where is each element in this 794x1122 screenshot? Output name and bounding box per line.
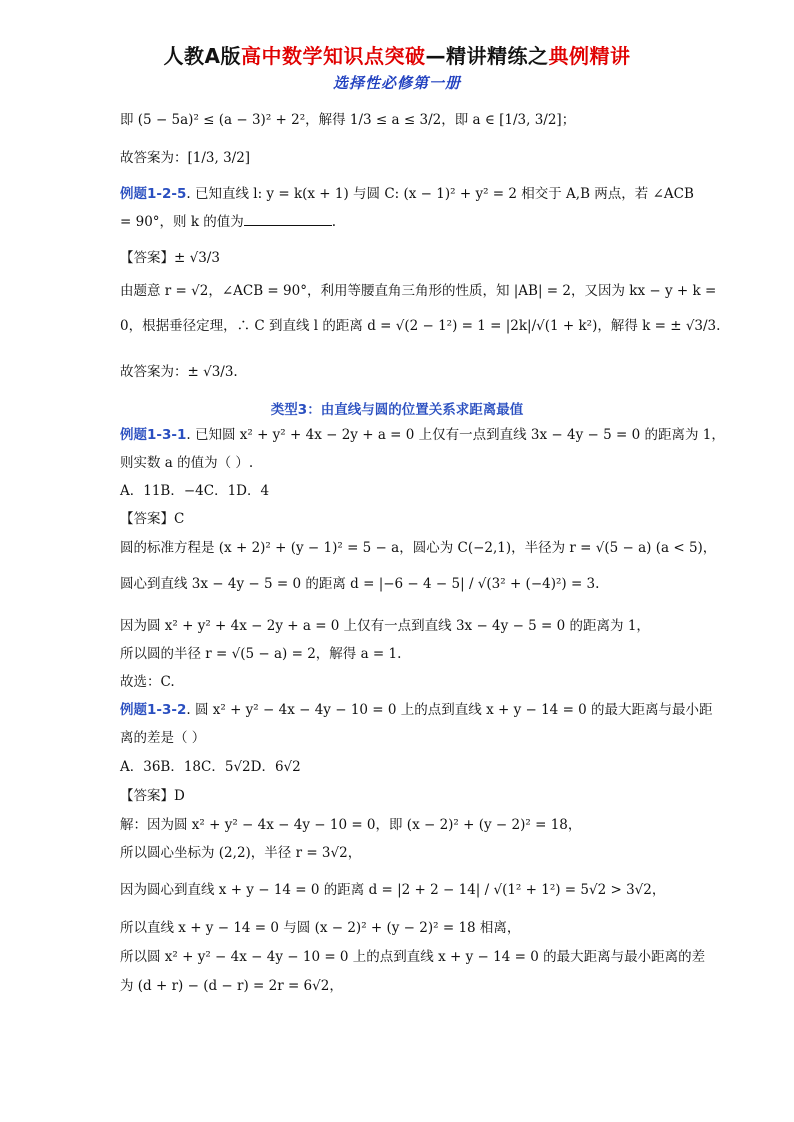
solution-line: 因为圆 x² + y² + 4x − 2y + a = 0 上仅有一点到直线 3x − 4y − 5 = 0 的距离为 1， bbox=[120, 618, 650, 634]
example-label: 例题1-3-2 bbox=[120, 702, 187, 718]
header-middle: —精讲精练之 bbox=[425, 44, 549, 68]
section-title: 类型3：由直线与圆的位置关系求距离最值 bbox=[270, 402, 524, 418]
solution-line: 所以圆的半径 r = √(5 − a) = 2，解得 a = 1. bbox=[120, 646, 402, 662]
example-text: . 圆 x² + y² − 4x − 4y − 10 = 0 上的点到直线 x + y − 14 = 0 的最大距离与最小距 bbox=[186, 702, 713, 718]
text-line: 即 (5 − 5a)² ≤ (a − 3)² + 2²，解得 1/3 ≤ a ≤ 3/2，即 a ∈ [1/3, 3/2]； bbox=[120, 112, 576, 128]
solution-line: 所以圆 x² + y² − 4x − 4y − 10 = 0 上的点到直线 x + y − 14 = 0 的最大距离与最小距离的差 bbox=[120, 949, 706, 965]
solution-line: 解：因为圆 x² + y² − 4x − 4y − 10 = 0，即 (x − 2)² + (y − 2)² = 18， bbox=[120, 817, 582, 833]
answer-line: 故答案为：[1/3, 3/2] bbox=[120, 150, 251, 166]
answer-line: 【答案】C bbox=[120, 511, 185, 527]
solution-line: 0，根据垂径定理，∴ C 到直线 l 的距离 d = √(2 − 1²) = 1 = |2k|/√(1 + k²)，解得 k = ± √3/3. bbox=[120, 318, 721, 334]
fill-in-blank bbox=[244, 211, 332, 226]
example-label: 例题1-3-1 bbox=[120, 427, 187, 443]
solution-line: 所以直线 x + y − 14 = 0 与圆 (x − 2)² + (y − 2)² = 18 相离， bbox=[120, 920, 521, 936]
example-text: . 已知圆 x² + y² + 4x − 2y + a = 0 上仅有一点到直线 3x − 4y − 5 = 0 的距离为 1， bbox=[186, 427, 725, 443]
header-prefix: 人教A版 bbox=[163, 44, 241, 68]
example-label: 例题1-2-5 bbox=[120, 186, 187, 202]
solution-line: 圆的标准方程是 (x + 2)² + (y − 1)² = 5 − a，圆心为 C(−2,1)，半径为 r = √(5 − a) (a < 5)， bbox=[120, 540, 717, 556]
answer-line: 【答案】± √3/3 bbox=[120, 250, 220, 266]
example-text: . 已知直线 l: y = k(x + 1) 与圆 C: (x − 1)² + y² = 2 相交于 A,B 两点，若 ∠ACB bbox=[186, 186, 694, 202]
example-1-3-1-line1 bbox=[120, 425, 725, 445]
example-text-line: 则实数 a 的值为（ ）. bbox=[120, 455, 254, 471]
solution-line: 所以圆心坐标为 (2,2)，半径 r = 3√2， bbox=[120, 845, 362, 861]
solution-line: 故答案为：± √3/3. bbox=[120, 364, 238, 380]
solution-line: 故选：C. bbox=[120, 674, 175, 690]
options-line: A．36B．18C．5√2D．6√2 bbox=[120, 759, 301, 775]
example-1-2-5-line2 bbox=[120, 211, 336, 232]
example-text: = 90°，则 k 的值为 bbox=[120, 214, 244, 230]
solution-line: 圆心到直线 3x − 4y − 5 = 0 的距离 d = |−6 − 4 − 5| / √(3² + (−4)²) = 3. bbox=[120, 576, 600, 592]
options-line: A．11B．−4C．1D．4 bbox=[120, 483, 270, 499]
header-red-title-1: 高中数学知识点突破 bbox=[240, 44, 426, 68]
solution-line: 为 (d + r) − (d − r) = 2r = 6√2， bbox=[120, 978, 343, 994]
example-1-3-2-line1 bbox=[120, 700, 713, 720]
example-text-line: 离的差是（ ） bbox=[120, 730, 206, 746]
answer-line: 【答案】D bbox=[120, 788, 185, 804]
example-text-end: . bbox=[331, 214, 337, 230]
page-subtitle: 选择性必修第一册 bbox=[332, 74, 461, 92]
solution-line: 由题意 r = √2，∠ACB = 90°，利用等腰直角三角形的性质，知 |AB| = 2，又因为 kx − y + k = bbox=[120, 283, 717, 299]
solution-line: 因为圆心到直线 x + y − 14 = 0 的距离 d = |2 + 2 − 14| / √(1² + 1²) = 5√2 > 3√2， bbox=[120, 882, 666, 898]
page-header bbox=[0, 40, 794, 69]
example-1-2-5-line1 bbox=[120, 184, 694, 204]
header-red-title-2: 典例精讲 bbox=[548, 44, 631, 68]
